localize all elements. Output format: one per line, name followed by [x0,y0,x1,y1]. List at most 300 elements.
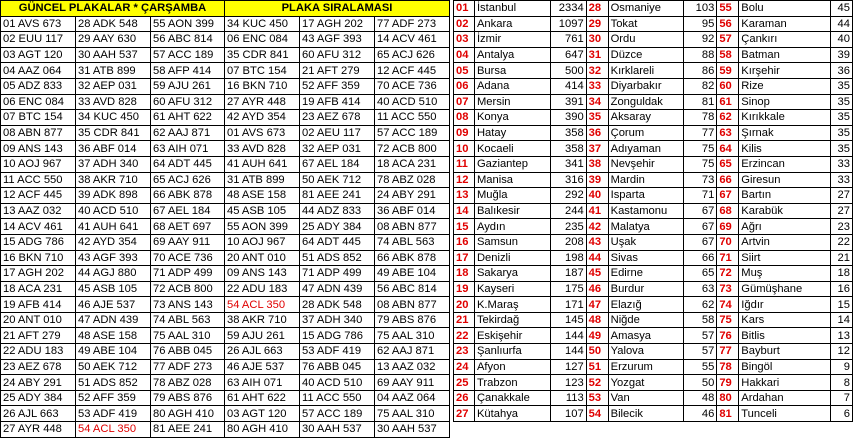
city-count: 75 [684,156,717,172]
plate-cell: 67 AEL 184 [300,156,375,172]
city-count: 57 [684,328,717,344]
plate-code: 29 [586,16,608,32]
plate-cell: 21 AFT 279 [1,328,76,344]
city-name: Ağrı [739,219,831,235]
plate-code: 51 [586,359,608,375]
city-name: Karabük [739,203,831,219]
plate-code: 21 [454,312,475,328]
plate-cell: 07 BTC 154 [225,63,300,79]
city-count: 647 [550,47,586,63]
plate-cell: 81 AEE 241 [151,422,225,438]
ranking-row [454,375,853,391]
plate-cell: 71 ADP 499 [300,266,375,282]
plate-cell: 45 ASB 105 [76,281,151,297]
city-name: Kars [739,312,831,328]
plate-cell: 70 ACE 736 [375,78,450,94]
city-count: 45 [830,1,852,17]
city-name: Samsun [474,234,550,250]
plate-cell: 56 ABC 814 [375,281,450,297]
city-name: Sinop [739,94,831,110]
city-name: Kocaeli [474,141,550,157]
city-count: 66 [684,250,717,266]
ranking-row [454,78,853,94]
city-count: 391 [550,94,586,110]
plate-cell: 47 ADN 439 [76,312,151,328]
plate-code: 64 [717,141,739,157]
plate-code: 25 [454,375,475,391]
ranking-row [454,406,853,422]
plate-cell: 23 AEZ 678 [300,110,375,126]
plate-code: 36 [586,125,608,141]
plate-row [1,63,450,79]
city-count: 123 [550,375,586,391]
plate-row [1,406,450,422]
ranking-row [454,47,853,63]
city-count: 27 [830,188,852,204]
plate-cell: 06 ENC 084 [225,32,300,48]
plate-cell: 13 AAZ 032 [375,359,450,375]
city-name: Tekirdağ [474,312,550,328]
city-count: 208 [550,234,586,250]
plate-cell: 50 AEK 712 [76,359,151,375]
plate-cell: 31 ATB 899 [225,172,300,188]
city-name: Kırıkkale [739,110,831,126]
plate-cell: 58 AFP 414 [151,63,225,79]
plate-code: 62 [717,110,739,126]
plate-code: 77 [717,344,739,360]
plate-code: 10 [454,141,475,157]
city-name: Sivas [608,250,684,266]
plate-cell: 28 ADK 548 [76,16,151,32]
plate-cell: 24 ABY 291 [375,188,450,204]
plate-cell: 65 ACJ 626 [375,47,450,63]
city-name: Nevşehir [608,156,684,172]
city-count: 73 [684,172,717,188]
plate-cell: 74 ABL 563 [375,234,450,250]
plate-row [1,47,450,63]
city-name: Ankara [474,16,550,32]
plate-cell: 41 AUH 641 [225,156,300,172]
city-count: 14 [830,312,852,328]
plate-cell: 61 AHT 622 [151,110,225,126]
plate-cell: 50 AEK 712 [300,172,375,188]
city-name: Erzurum [608,359,684,375]
plate-cell: 53 ADF 419 [76,406,151,422]
city-name: Batman [739,47,831,63]
city-name: Siirt [739,250,831,266]
plate-cell: 15 ADG 786 [1,234,76,250]
city-count: 107 [550,406,586,422]
plate-code: 49 [586,328,608,344]
city-name: Hakkari [739,375,831,391]
plate-cell: 60 AFU 312 [300,47,375,63]
city-name: Adıyaman [608,141,684,157]
city-name: Karaman [739,16,831,32]
plate-code: 66 [717,172,739,188]
plate-code: 19 [454,281,475,297]
plate-cell: 38 AKR 710 [225,312,300,328]
plate-code: 39 [586,172,608,188]
city-count: 35 [830,110,852,126]
city-name: K.Maraş [474,297,550,313]
city-name: İstanbul [474,1,550,17]
city-count: 46 [684,406,717,422]
city-name: Bartın [739,188,831,204]
plate-cell: 16 BKN 710 [1,250,76,266]
plate-cell: 11 ACC 550 [300,390,375,406]
plate-cell: 63 AIH 071 [225,375,300,391]
city-name: Denizli [474,250,550,266]
city-count: 81 [684,94,717,110]
ranking-row [454,141,853,157]
plate-row [1,328,450,344]
city-name: Malatya [608,219,684,235]
city-count: 65 [684,266,717,282]
plate-cell: 55 AON 399 [151,16,225,32]
city-name: Çanakkale [474,390,550,406]
city-count: 21 [830,250,852,266]
plate-code: 15 [454,219,475,235]
plate-cell: 37 ADH 340 [300,312,375,328]
city-name: Kayseri [474,281,550,297]
ranking-row [454,63,853,79]
plate-cell: 65 ACJ 626 [151,172,225,188]
city-name: Kilis [739,141,831,157]
city-count: 27 [830,203,852,219]
city-name: Edirne [608,266,684,282]
plate-cell: 78 ABZ 028 [375,172,450,188]
city-count: 358 [550,125,586,141]
city-count: 67 [684,203,717,219]
plate-cell: 54 ACL 350 [76,422,151,438]
plate-cell: 16 BKN 710 [225,78,300,94]
plate-code: 30 [586,32,608,48]
plate-cell: 55 AON 399 [225,219,300,235]
city-count: 9 [830,359,852,375]
plate-cell: 72 ACB 800 [151,281,225,297]
plate-cell: 78 ABZ 028 [151,375,225,391]
ranking-row [454,203,853,219]
city-name: Şanlıurfa [474,344,550,360]
city-count: 171 [550,297,586,313]
plate-cell: 57 ACC 189 [151,47,225,63]
plate-cell: 52 AFF 359 [300,78,375,94]
city-count: 6 [830,406,852,422]
plate-cell: 02 EUU 117 [1,32,76,48]
city-count: 341 [550,156,586,172]
city-name: Antalya [474,47,550,63]
city-name: Şırnak [739,125,831,141]
plate-cell: 62 AAJ 871 [375,344,450,360]
plate-code: 41 [586,203,608,219]
plate-cell: 72 ACB 800 [375,141,450,157]
city-count: 63 [684,281,717,297]
plate-cell: 08 ABN 877 [375,297,450,313]
city-name: Tokat [608,16,684,32]
plate-cell: 57 ACC 189 [375,125,450,141]
city-count: 235 [550,219,586,235]
city-name: Uşak [608,234,684,250]
plate-cell: 26 AJL 663 [225,344,300,360]
plate-cell: 05 ADZ 833 [1,78,76,94]
city-name: Konya [474,110,550,126]
plate-row [1,16,450,32]
plate-cell: 34 KUC 450 [225,16,300,32]
plate-cell: 17 AGH 202 [1,266,76,282]
plate-code: 05 [454,63,475,79]
city-count: 92 [684,32,717,48]
city-count: 113 [550,390,586,406]
plate-code: 46 [586,281,608,297]
city-count: 50 [684,375,717,391]
city-count: 71 [684,188,717,204]
city-name: Ardahan [739,390,831,406]
city-count: 390 [550,110,586,126]
city-name: Gümüşhane [739,281,831,297]
ranking-row [454,359,853,375]
ranking-row [454,188,853,204]
city-name: Isparta [608,188,684,204]
plate-cell: 59 AJU 261 [151,78,225,94]
plate-cell: 56 ABC 814 [151,32,225,48]
plate-code: 81 [717,406,739,422]
city-name: Elazığ [608,297,684,313]
plate-cell: 23 AEZ 678 [1,359,76,375]
plate-cell: 36 ABF 014 [76,141,151,157]
plate-cell: 77 ADF 273 [375,16,450,32]
city-name: İzmir [474,32,550,48]
city-count: 127 [550,359,586,375]
plate-cell: 75 AAL 310 [375,406,450,422]
city-name: Kırşehir [739,63,831,79]
city-count: 36 [830,63,852,79]
city-count: 48 [684,390,717,406]
plate-cell: 22 ADU 183 [1,344,76,360]
plate-row [1,375,450,391]
city-count: 86 [684,63,717,79]
plate-cell: 47 ADN 439 [300,281,375,297]
plate-cell: 43 AGF 393 [300,32,375,48]
plate-cell: 08 ABN 877 [375,219,450,235]
plate-code: 18 [454,266,475,282]
city-count: 67 [684,234,717,250]
city-name: Bayburt [739,344,831,360]
plate-cell: 60 AFU 312 [151,94,225,110]
plate-row [1,281,450,297]
plate-code: 23 [454,344,475,360]
plate-cell: 68 AET 697 [151,219,225,235]
city-count: 57 [684,344,717,360]
plate-cell: 75 AAL 310 [151,328,225,344]
plate-cell: 35 CDR 841 [225,47,300,63]
city-count: 95 [684,16,717,32]
plate-cell: 40 ACD 510 [76,203,151,219]
plate-row [1,78,450,94]
plate-row [1,422,450,438]
plate-code: 67 [717,188,739,204]
ranking-row [454,172,853,188]
plate-code: 28 [586,1,608,17]
city-name: Giresun [739,172,831,188]
plate-code: 53 [586,390,608,406]
plate-cell: 20 ANT 010 [225,250,300,266]
plate-cell: 77 ADF 273 [151,359,225,375]
plate-row [1,219,450,235]
city-count: 23 [830,219,852,235]
plate-cell: 12 ACF 445 [375,63,450,79]
plate-cell: 76 ABB 045 [300,359,375,375]
plate-code: 38 [586,156,608,172]
plate-code: 75 [717,312,739,328]
city-count: 414 [550,78,586,94]
city-name: Afyon [474,359,550,375]
plate-cell: 79 ABS 876 [151,390,225,406]
plate-code: 52 [586,375,608,391]
city-count: 7 [830,390,852,406]
city-name: Balıkesir [474,203,550,219]
plate-code: 63 [717,125,739,141]
plate-code: 11 [454,156,475,172]
plate-cell: 66 ABK 878 [151,188,225,204]
city-name: Mardin [608,172,684,188]
plate-cell: 46 AJE 537 [76,297,151,313]
city-count: 77 [684,125,717,141]
plate-code: 27 [454,406,475,422]
city-count: 55 [684,359,717,375]
city-count: 198 [550,250,586,266]
plate-code: 14 [454,203,475,219]
plate-cell: 27 AYR 448 [225,94,300,110]
plate-code: 44 [586,250,608,266]
city-name: Muğla [474,188,550,204]
plate-cell: 76 ABB 045 [151,344,225,360]
plate-cell: 34 KUC 450 [76,110,151,126]
ranking-row [454,250,853,266]
city-name: Osmaniye [608,1,684,17]
plate-cell: 24 ABY 291 [1,375,76,391]
city-name: Mersin [474,94,550,110]
plate-cell: 73 ANS 143 [151,297,225,313]
plate-cell: 13 AAZ 032 [1,203,76,219]
plate-code: 22 [454,328,475,344]
city-name: Kastamonu [608,203,684,219]
plate-cell: 03 AGT 120 [225,406,300,422]
plate-cell: 10 AOJ 967 [225,234,300,250]
plate-cell: 61 AHT 622 [225,390,300,406]
city-count: 15 [830,297,852,313]
plate-cell: 20 ANT 010 [1,312,76,328]
plate-cell: 63 AIH 071 [151,141,225,157]
plate-cell: 32 AEP 031 [76,78,151,94]
plate-code: 04 [454,47,475,63]
plate-code: 40 [586,188,608,204]
city-count: 292 [550,188,586,204]
city-name: Bitlis [739,328,831,344]
plate-code: 54 [586,406,608,422]
plate-row [1,125,450,141]
plate-code: 78 [717,359,739,375]
plate-code: 06 [454,78,475,94]
plate-cell: 37 ADH 340 [76,156,151,172]
plate-cell: 29 AAY 630 [76,32,151,48]
plate-row [1,156,450,172]
city-name: Yozgat [608,375,684,391]
plate-cell: 38 AKR 710 [76,172,151,188]
plate-row [1,250,450,266]
plate-cell: 30 AAH 537 [300,422,375,438]
plate-cell: 74 ABL 563 [151,312,225,328]
plate-cell: 10 AOJ 967 [1,156,76,172]
plate-cell: 25 ADY 384 [1,390,76,406]
plate-code: 03 [454,32,475,48]
ranking-row [454,125,853,141]
plate-cell: 48 ASE 158 [76,328,151,344]
plate-code: 33 [586,78,608,94]
ranking-row [454,16,853,32]
plate-row [1,188,450,204]
plate-cell: 75 AAL 310 [375,328,450,344]
plate-code: 50 [586,344,608,360]
plate-row [1,110,450,126]
city-count: 244 [550,203,586,219]
city-name: Çankırı [739,32,831,48]
plate-row [1,172,450,188]
plate-cell: 11 ACC 550 [1,172,76,188]
city-name: Bursa [474,63,550,79]
plate-cell: 22 ADU 183 [225,281,300,297]
city-name: Van [608,390,684,406]
city-name: Bolu [739,1,831,17]
plate-code: 35 [586,110,608,126]
plate-cell: 64 ADT 445 [151,156,225,172]
plate-row [1,94,450,110]
city-count: 35 [830,94,852,110]
plate-cell: 52 AFF 359 [76,390,151,406]
plate-code: 34 [586,94,608,110]
city-count: 33 [830,172,852,188]
plate-code: 73 [717,281,739,297]
plate-cell: 67 AEL 184 [151,203,225,219]
plate-cell: 80 AGH 410 [151,406,225,422]
city-name: Tunceli [739,406,831,422]
ranking-row [454,32,853,48]
city-name: Manisa [474,172,550,188]
city-name: Trabzon [474,375,550,391]
plate-code: 24 [454,359,475,375]
ranking-header: PLAKA SIRALAMASI [225,1,450,17]
ranking-row [454,219,853,235]
plate-cell: 66 ABK 878 [375,250,450,266]
plate-code: 09 [454,125,475,141]
city-count: 145 [550,312,586,328]
plate-cell: 70 ACE 736 [151,250,225,266]
ranking-row [454,281,853,297]
ranking-row [454,1,853,17]
plate-code: 12 [454,172,475,188]
plate-cell: 43 AGF 393 [76,250,151,266]
plate-code: 79 [717,375,739,391]
plate-code: 69 [717,219,739,235]
city-count: 8 [830,375,852,391]
plate-cell: 80 AGH 410 [225,422,300,438]
plate-cell: 25 ADY 384 [300,219,375,235]
plate-code: 74 [717,297,739,313]
plate-cell: 79 ABS 876 [375,312,450,328]
city-name: Rize [739,78,831,94]
plate-cell: 59 AJU 261 [225,328,300,344]
city-count: 78 [684,110,717,126]
plate-cell: 48 ASE 158 [225,188,300,204]
